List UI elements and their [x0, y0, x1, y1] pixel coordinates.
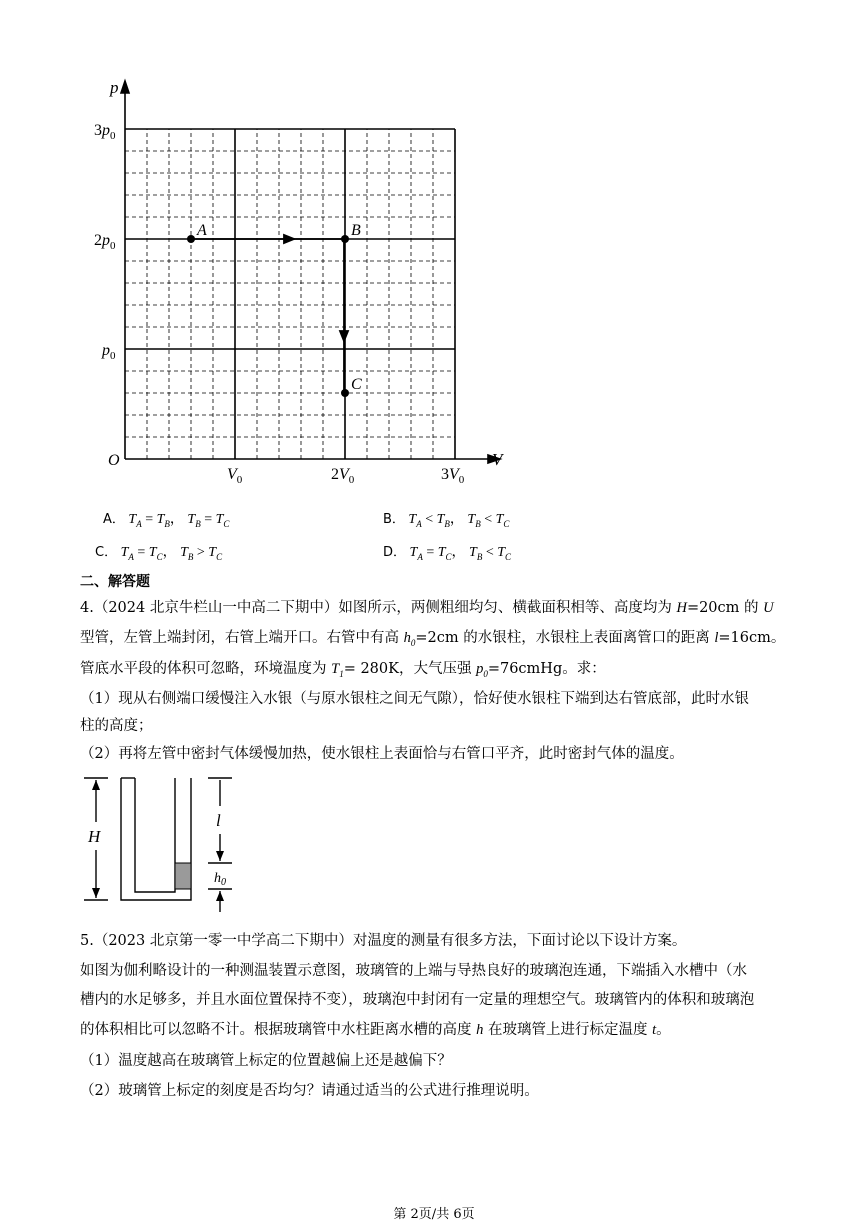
y-tick-2p0: $2p_0$	[94, 232, 116, 252]
grid-minor-lines	[125, 129, 455, 459]
x-tick-3V0: $3V_0$	[441, 466, 465, 486]
q4-line3: 管底水平段的体积可忽略，环境温度为 $T_1= 280K$，大气压强 $p_0=76cmHg$。求：	[80, 661, 606, 679]
option-b[interactable]: B． $T_A < T_B$， $T_B < T_C$	[383, 512, 510, 529]
page-footer: 第 2页/共 6页	[393, 1207, 475, 1222]
mercury-column	[175, 863, 191, 889]
q5-line4: 的体积相比可以忽略不计。根据玻璃管中水柱距离水槽的高度 h 在玻璃管上进行标定温度 t。	[80, 1022, 671, 1038]
label-l: l	[216, 811, 221, 830]
q4-line1: 4.（2024 北京牛栏山一中高二下期中）如图所示，两侧粗细均匀、横截面积相等、高度均为 H=20cm 的 U	[80, 600, 774, 616]
origin-label: O	[108, 452, 120, 469]
q5-line1: 5.（2023 北京第一零一中学高二下期中）对温度的测量有很多方法，下面讨论以下设计方案。	[80, 933, 687, 949]
q5-line3: 槽内的水足够多，并且水面位置保持不变），玻璃泡中封闭有一定量的理想空气。玻璃管内的体积和玻璃泡	[80, 992, 755, 1008]
pv-graph	[94, 75, 510, 486]
q4-line2: 型管，左管上端封闭，右管上端开口。右管中有高 $h_0=2cm$ 的水银柱，水银柱上表面离管口的距离 l=16cm。	[80, 630, 786, 648]
x-tick-2V0: $2V_0$	[331, 466, 355, 486]
y-tick-p0: $p_0$	[102, 342, 116, 362]
x-tick-labels	[227, 466, 465, 486]
state-label-b: B	[351, 222, 361, 239]
u-tube-figure	[78, 772, 248, 922]
option-c[interactable]: C． $T_A = T_C$， $T_B > T_C$	[95, 545, 223, 562]
arrow-b-to-c	[340, 331, 348, 341]
option-d[interactable]: D． $T_A = T_C$， $T_B < T_C$	[383, 545, 512, 562]
state-label-a: A	[197, 222, 207, 239]
state-point-c	[341, 389, 349, 397]
axis-V-label: V	[492, 450, 503, 469]
option-a[interactable]: A． $T_A = T_B$， $T_B = T_C$	[103, 512, 230, 529]
q5-part1: （1）温度越高在玻璃管上标定的位置越偏上还是越偏下？	[80, 1053, 452, 1069]
y-tick-labels	[94, 122, 116, 362]
grid-major-lines	[125, 129, 455, 459]
arrow-a-to-b	[284, 235, 294, 243]
axis-p-label: p	[110, 78, 119, 97]
q5-part2: （2）玻璃管上标定的刻度是否均匀？请通过适当的公式进行推理说明。	[80, 1083, 539, 1099]
axes	[121, 81, 500, 463]
label-H: H	[88, 827, 101, 846]
section-title: 二、解答题	[80, 574, 150, 590]
q4-part1-line2: 柱的高度；	[80, 718, 153, 734]
x-tick-V0: $V_0$	[227, 466, 243, 486]
y-tick-3p0: $3p_0$	[94, 122, 116, 142]
q5-line2: 如图为伽利略设计的一种测温装置示意图，玻璃管的上端与导热良好的玻璃泡连通，下端插入水槽中（水	[80, 963, 747, 979]
u-tube-inner	[135, 778, 175, 892]
process-paths	[192, 235, 348, 393]
label-h0: $h_0$	[214, 871, 226, 888]
state-point-b	[341, 235, 349, 243]
q4-part1-line1: （1）现从右侧端口缓慢注入水银（与原水银柱之间无气隙），恰好使水银柱下端到达右管底部，此时水银	[80, 691, 749, 707]
state-point-a	[187, 235, 195, 243]
state-label-c: C	[351, 376, 362, 393]
q4-part2: （2）再将左管中密封气体缓慢加热，使水银柱上表面恰与右管口平齐，此时密封气体的温度。	[80, 746, 684, 762]
